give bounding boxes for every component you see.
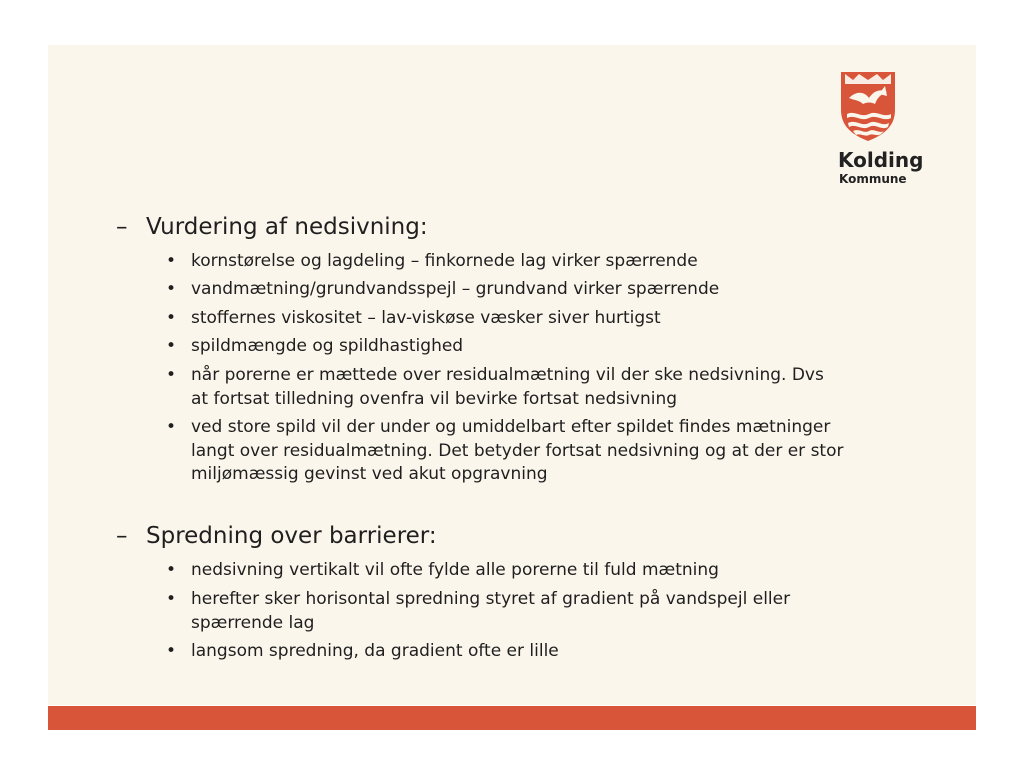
section-heading-spredning (116, 523, 437, 549)
dash-marker: – (116, 214, 128, 240)
bullet-icon: • (166, 308, 177, 328)
bullet-icon: • (166, 560, 177, 580)
list-item-text: herefter sker horisontal spredning styret af gradient på vandspejl eller spærrende lag (191, 589, 791, 633)
section-heading-vurdering (116, 214, 428, 240)
dash-marker: – (116, 523, 128, 549)
list-item-text: langsom spredning, da gradient ofte er lille (191, 641, 559, 661)
logo-subtitle: Kommune (839, 172, 907, 186)
logo-name: Kolding (838, 148, 924, 172)
bullet-icon: • (166, 251, 177, 271)
list-item-text: stoffernes viskositet – lav-viskøse væsker siver hurtigst (191, 308, 661, 328)
list-item-text: vandmætning/grundvandsspejl – grundvand virker spærrende (191, 279, 720, 299)
list-item-text: ved store spild vil der under og umiddelbart efter spildet findes mætninger langt over residualmætning. Det betyder fortsat nedsivning og at der er stor miljømæssig gevinst ved akut opgravning (191, 417, 844, 484)
bullet-icon: • (166, 279, 177, 299)
bullet-icon: • (166, 417, 177, 437)
list-item-text: kornstørelse og lagdeling – finkornede lag virker spærrende (191, 251, 698, 271)
footer-accent-bar (48, 706, 976, 730)
kolding-kommune-logo (836, 70, 948, 190)
bullet-icon: • (166, 641, 177, 661)
list-item-text: når porerne er mættede over residualmætning vil der ske nedsivning. Dvs at fortsat tilledning ovenfra vil bevirke fortsat nedsivning (191, 365, 824, 409)
bullet-icon: • (166, 365, 177, 385)
heading-text: Spredning over barrierer: (146, 523, 437, 549)
bullet-icon: • (166, 336, 177, 356)
coat-of-arms-icon (839, 70, 897, 142)
bullet-icon: • (166, 589, 177, 609)
list-item-text: spildmængde og spildhastighed (191, 336, 464, 356)
list-item-text: nedsivning vertikalt vil ofte fylde alle porerne til fuld mætning (191, 560, 719, 580)
heading-text: Vurdering af nedsivning: (146, 214, 428, 240)
